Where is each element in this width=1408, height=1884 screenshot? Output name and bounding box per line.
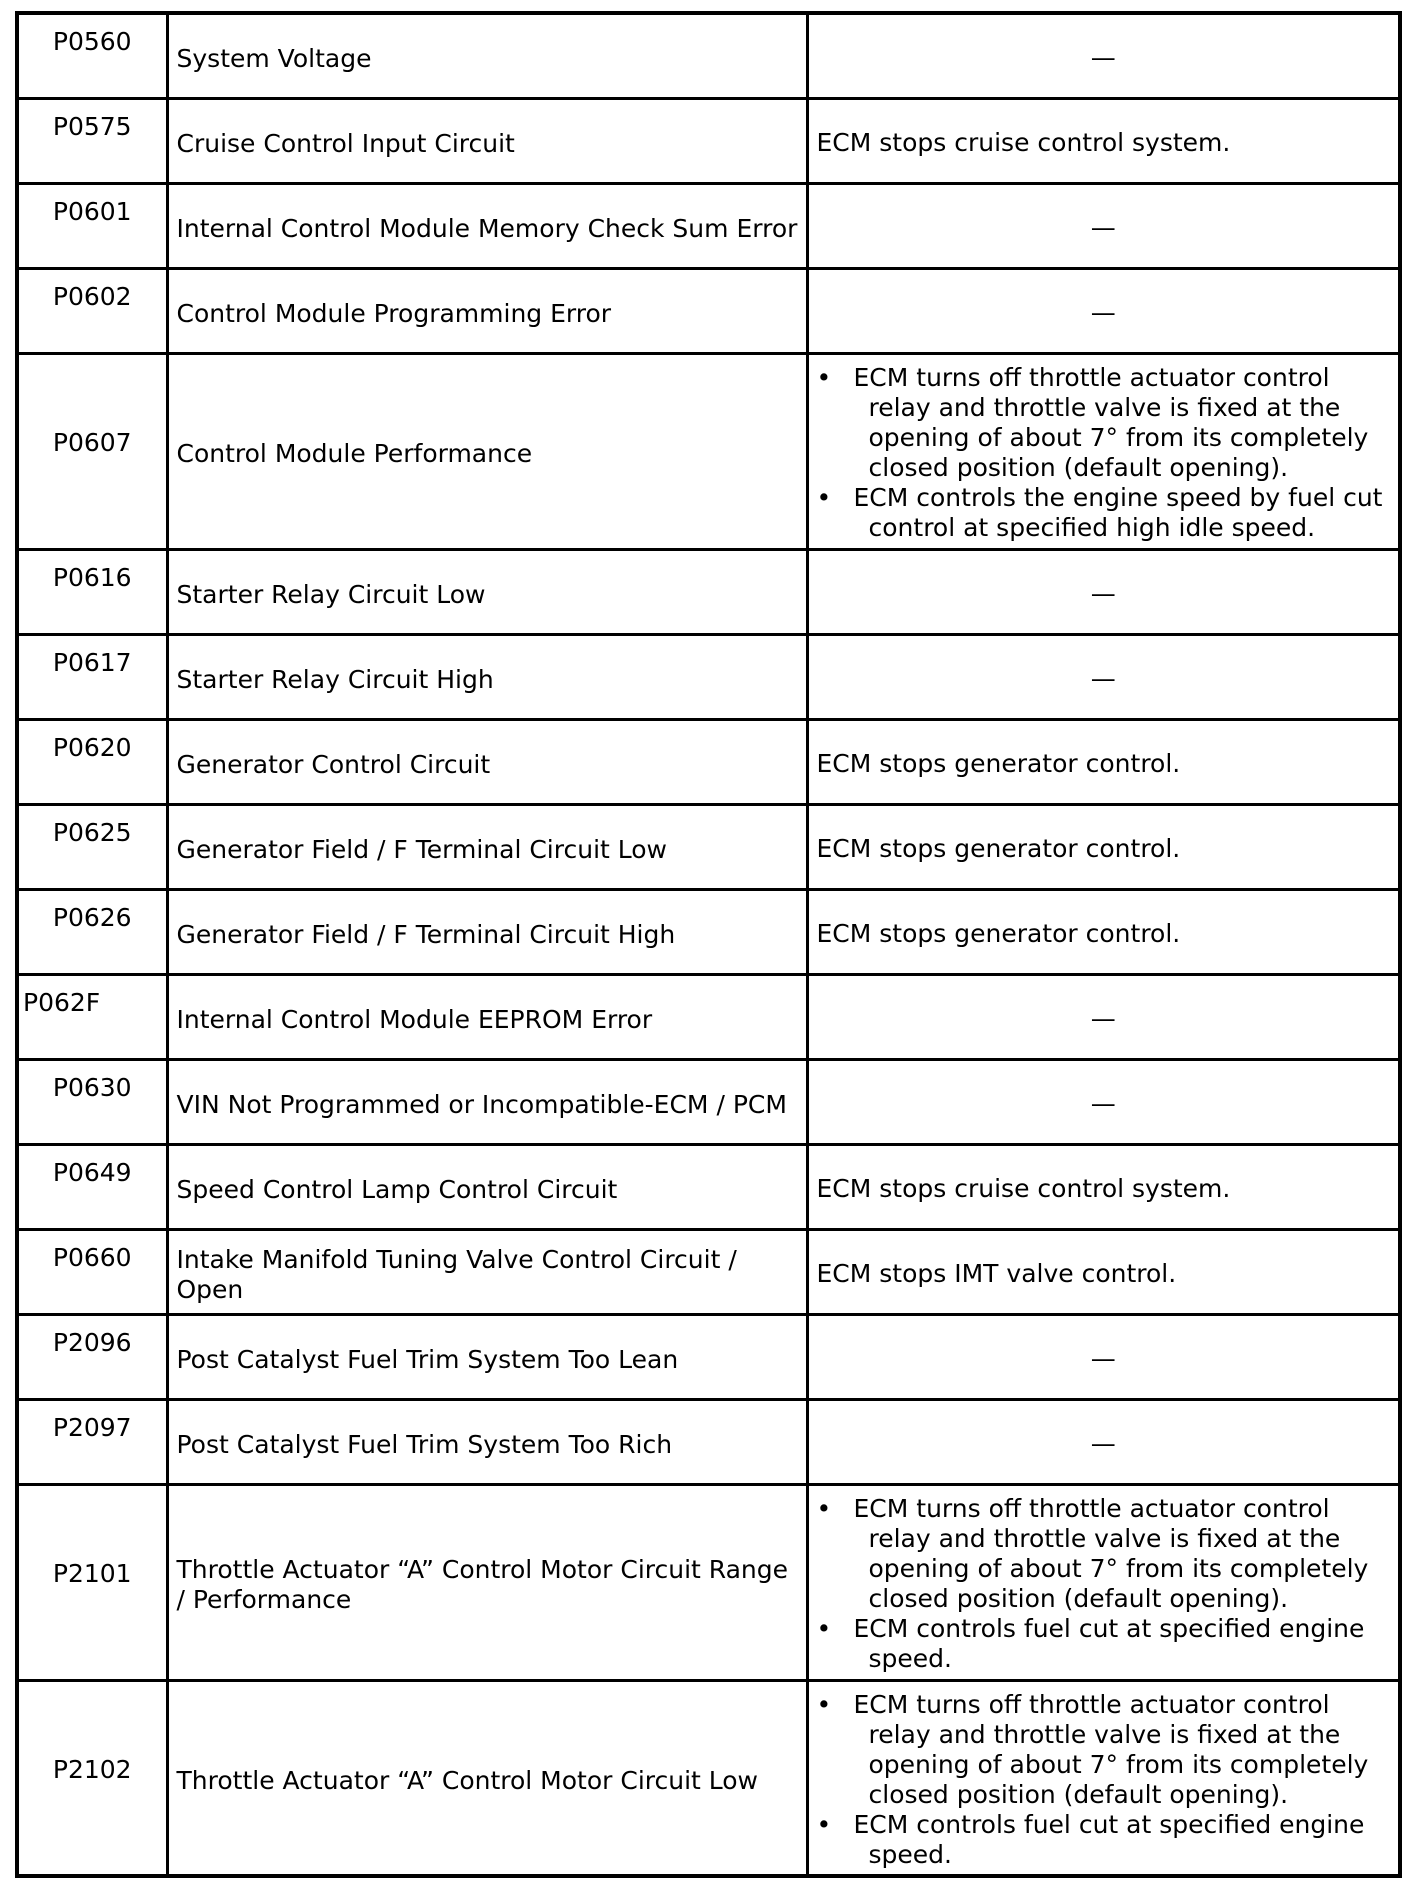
action-bullet: • ECM controls fuel cut at specified engine speed. bbox=[817, 1614, 1391, 1674]
dtc-description: Generator Field / F Terminal Circuit High bbox=[167, 889, 807, 974]
fail-safe-action: ECM stops cruise control system. bbox=[807, 1144, 1400, 1229]
table-row bbox=[17, 974, 1400, 1059]
fail-safe-action: ECM stops generator control. bbox=[807, 719, 1400, 804]
dtc-code: P0616 bbox=[17, 549, 167, 634]
dtc-description: Speed Control Lamp Control Circuit bbox=[167, 1144, 807, 1229]
table-row bbox=[17, 1484, 1400, 1680]
table-row bbox=[17, 1399, 1400, 1484]
fail-safe-action: — bbox=[807, 183, 1400, 268]
dtc-code: P0660 bbox=[17, 1229, 167, 1314]
dtc-description: Generator Field / F Terminal Circuit Low bbox=[167, 804, 807, 889]
dtc-code: P0630 bbox=[17, 1059, 167, 1144]
table-row bbox=[17, 549, 1400, 634]
table-row bbox=[17, 183, 1400, 268]
fail-safe-action: — bbox=[807, 974, 1400, 1059]
dtc-description: Post Catalyst Fuel Trim System Too Lean bbox=[167, 1314, 807, 1399]
dtc-description: System Voltage bbox=[167, 13, 807, 98]
dtc-description: Internal Control Module Memory Check Sum Error bbox=[167, 183, 807, 268]
table-row bbox=[17, 1229, 1400, 1314]
fail-safe-action bbox=[807, 353, 1400, 549]
table-row bbox=[17, 804, 1400, 889]
action-bullet-list bbox=[817, 1494, 1391, 1674]
action-bullet-list bbox=[817, 1690, 1391, 1870]
table-row bbox=[17, 1314, 1400, 1399]
fail-safe-action: — bbox=[807, 549, 1400, 634]
fail-safe-action: — bbox=[807, 13, 1400, 98]
fail-safe-action: ECM stops generator control. bbox=[807, 804, 1400, 889]
table-row bbox=[17, 634, 1400, 719]
fail-safe-action: ECM stops IMT valve control. bbox=[807, 1229, 1400, 1314]
dtc-description: Post Catalyst Fuel Trim System Too Rich bbox=[167, 1399, 807, 1484]
table-row bbox=[17, 889, 1400, 974]
dtc-description: Cruise Control Input Circuit bbox=[167, 98, 807, 183]
dtc-code: P2102 bbox=[17, 1680, 167, 1876]
dtc-description: Generator Control Circuit bbox=[167, 719, 807, 804]
fail-safe-action: — bbox=[807, 634, 1400, 719]
fail-safe-action: — bbox=[807, 268, 1400, 353]
action-bullet-list bbox=[817, 363, 1391, 543]
action-bullet: • ECM controls the engine speed by fuel cut control at specified high idle speed. bbox=[817, 483, 1391, 543]
fail-safe-action: — bbox=[807, 1314, 1400, 1399]
action-bullet: • ECM turns off throttle actuator control relay and throttle valve is fixed at the opening of about 7° from its completely closed position (default opening). bbox=[817, 1494, 1391, 1614]
dtc-code: P0601 bbox=[17, 183, 167, 268]
dtc-code: P0620 bbox=[17, 719, 167, 804]
fail-safe-action bbox=[807, 1484, 1400, 1680]
fail-safe-action: ECM stops cruise control system. bbox=[807, 98, 1400, 183]
dtc-code: P2101 bbox=[17, 1484, 167, 1680]
dtc-code: P0625 bbox=[17, 804, 167, 889]
dtc-description: Starter Relay Circuit High bbox=[167, 634, 807, 719]
table-row bbox=[17, 1059, 1400, 1144]
dtc-code: P0575 bbox=[17, 98, 167, 183]
dtc-description: VIN Not Programmed or Incompatible-ECM / PCM bbox=[167, 1059, 807, 1144]
dtc-table bbox=[15, 11, 1402, 1878]
dtc-description: Throttle Actuator “A” Control Motor Circuit Low bbox=[167, 1680, 807, 1876]
dtc-description: Control Module Programming Error bbox=[167, 268, 807, 353]
dtc-description: Intake Manifold Tuning Valve Control Circuit / Open bbox=[167, 1229, 807, 1314]
fail-safe-action bbox=[807, 1680, 1400, 1876]
dtc-code: P0617 bbox=[17, 634, 167, 719]
dtc-code: P062F bbox=[17, 974, 167, 1059]
table-row bbox=[17, 1680, 1400, 1876]
dtc-code: P0626 bbox=[17, 889, 167, 974]
fail-safe-action: — bbox=[807, 1059, 1400, 1144]
action-bullet: • ECM turns off throttle actuator control relay and throttle valve is fixed at the opening of about 7° from its completely closed position (default opening). bbox=[817, 1690, 1391, 1810]
dtc-code: P2096 bbox=[17, 1314, 167, 1399]
action-bullet: • ECM turns off throttle actuator control relay and throttle valve is fixed at the opening of about 7° from its completely closed position (default opening). bbox=[817, 363, 1391, 483]
fail-safe-action: ECM stops generator control. bbox=[807, 889, 1400, 974]
table-row bbox=[17, 13, 1400, 98]
dtc-code: P0560 bbox=[17, 13, 167, 98]
dtc-description: Control Module Performance bbox=[167, 353, 807, 549]
table-row bbox=[17, 353, 1400, 549]
dtc-code: P0607 bbox=[17, 353, 167, 549]
dtc-description: Starter Relay Circuit Low bbox=[167, 549, 807, 634]
table-row bbox=[17, 268, 1400, 353]
table-row bbox=[17, 98, 1400, 183]
dtc-code: P2097 bbox=[17, 1399, 167, 1484]
dtc-code: P0602 bbox=[17, 268, 167, 353]
table-row bbox=[17, 719, 1400, 804]
dtc-description: Internal Control Module EEPROM Error bbox=[167, 974, 807, 1059]
action-bullet: • ECM controls fuel cut at specified engine speed. bbox=[817, 1810, 1391, 1870]
fail-safe-action: — bbox=[807, 1399, 1400, 1484]
dtc-code: P0649 bbox=[17, 1144, 167, 1229]
table-row bbox=[17, 1144, 1400, 1229]
dtc-description: Throttle Actuator “A” Control Motor Circuit Range / Performance bbox=[167, 1484, 807, 1680]
